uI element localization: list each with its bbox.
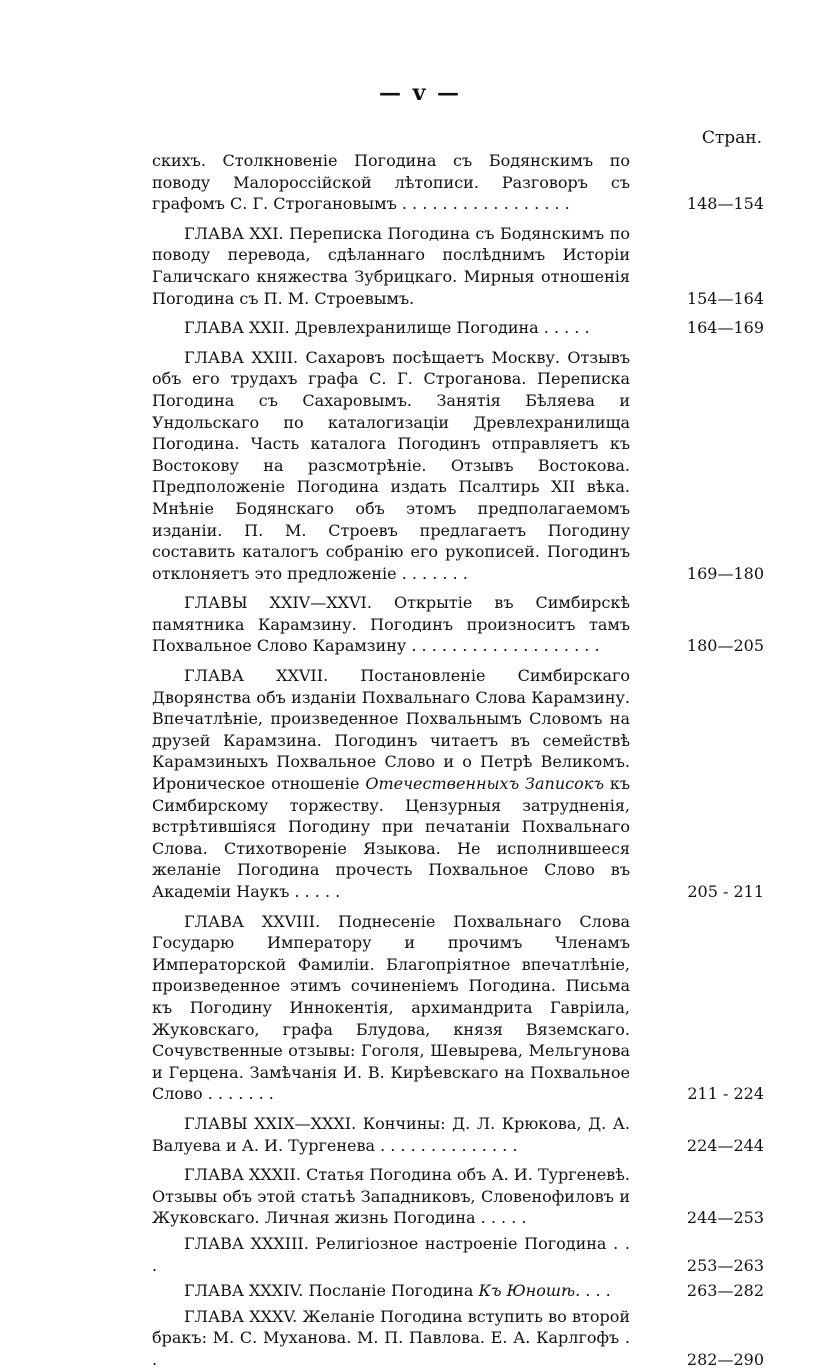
page-range: 224—244 <box>686 1135 764 1155</box>
italic-title: Отечественныхъ Записокъ <box>365 774 604 794</box>
chapter-heading: ГЛАВА XXXV. <box>184 1306 298 1326</box>
chapter-heading: ГЛАВЫ XXIV—XXVI. <box>184 593 372 613</box>
entry-text <box>152 592 630 657</box>
toc-entry <box>152 1164 764 1229</box>
italic-title: Къ Юношѣ <box>478 1281 576 1301</box>
chapter-heading: ГЛАВЫ XXIX—XXXI. <box>184 1113 357 1133</box>
page-range: 164—169 <box>686 318 764 338</box>
toc-entry <box>152 150 764 215</box>
entry-description: Кончины: Д. Л. Крюкова, Д. А. Валуева и А. И. Тургенева . . . . . . . . . . . . . . <box>152 1113 630 1155</box>
chapter-heading: ГЛАВА XXXIV. <box>184 1281 304 1301</box>
entry-description: Посланіе Погодина <box>308 1281 474 1301</box>
entry-text <box>152 347 630 585</box>
chapter-heading: ГЛАВА XXVII. <box>184 666 329 686</box>
entry-text <box>152 1113 630 1156</box>
table-of-contents <box>152 150 764 1370</box>
chapter-heading: ГЛАВА XXII. <box>184 318 290 338</box>
toc-entry <box>152 665 764 903</box>
entry-description: Древлехранилище Погодина . . . . . <box>294 318 590 338</box>
chapter-heading: ГЛАВА XXXII. <box>184 1165 301 1185</box>
toc-entry <box>152 223 764 309</box>
chapter-heading: ГЛАВА XXXIII. <box>184 1233 309 1253</box>
entry-description: Статья Погодина объ А. И. Тургеневѣ. Отзывы объ этой статьѣ Западниковъ, Словенофиловъ и Жуковскаго. Личная жизнь Погодина . . . . . <box>152 1165 631 1228</box>
page-range: 263—282 <box>686 1281 764 1301</box>
page-range: 205 - 211 <box>687 882 764 901</box>
page-header: — v — <box>378 80 462 106</box>
entry-text <box>152 911 630 1105</box>
page-range: 282—290 <box>686 1349 764 1369</box>
toc-entry <box>152 1280 764 1302</box>
entry-text <box>152 1280 630 1302</box>
page-range: 180—205 <box>686 636 764 656</box>
page-column-header: Стран. <box>701 128 762 148</box>
entry-description: . . . . <box>575 1281 611 1301</box>
entry-text <box>152 1233 630 1276</box>
entry-description: Переписка Погодина съ Бодянскимъ по поводу перевода, сдѣланнаго послѣднимъ Исторіи Галичскаго княжества Зубрицкаго. Мирныя отношенія Погодина съ П. М. Строевымъ. <box>152 223 630 308</box>
entry-text <box>152 1306 630 1370</box>
page-range: 253—263 <box>686 1255 764 1275</box>
entry-description: Постановленіе Симбирскаго Дворянства объ изданіи Похвальнаго Слова Карамзину. Впечатлѣніе, произведенное Похвальнымъ Словомъ на друзей Карамзина. Погодинъ читаетъ въ семействѣ Карамзиныхъ Похвальное Слово и о Петрѣ Великомъ. Ироническое отношеніе <box>152 666 630 794</box>
toc-entry <box>152 1306 764 1370</box>
toc-entry <box>152 1233 764 1276</box>
entry-description: къ Симбирскому торжеству. Цензурныя затрудненія, встрѣтившіяся Погодину при печатаніи Похвальнаго Слова. Стихотвореніе Языкова. Не исполнившееся желаніе Погодина прочесть Похвальное Слово въ Академіи Наукъ . . . . . <box>152 774 631 901</box>
entry-description: Открытіе въ Симбирскѣ памятника Карамзину. Погодинъ произноситъ тамъ Похвальное Слово Карамзину . . . . . . . . . . . . . . . . . . . <box>152 593 630 656</box>
entry-text <box>152 1164 630 1229</box>
entry-text <box>152 665 630 903</box>
page-range: 211 - 224 <box>687 1084 764 1104</box>
chapter-heading: ГЛАВА XXI. <box>184 223 284 243</box>
toc-entry <box>152 592 764 657</box>
page-range: 244—253 <box>686 1208 764 1228</box>
entry-description: Желаніе Погодина вступить во второй бракъ: М. С. Муханова. М. П. Павлова. Е. А. Карлгофъ . . <box>152 1306 631 1369</box>
toc-entry <box>152 317 764 339</box>
entry-text <box>152 317 630 339</box>
chapter-heading: ГЛАВА XXIII. <box>184 347 299 367</box>
toc-entry <box>152 1113 764 1156</box>
entry-description: Сахаровъ посѣщаетъ Москву. Отзывъ объ его трудахъ графа С. Г. Строганова. Переписка Погодина съ Сахаровымъ. Занятія Бѣляева и Ундольскаго по каталогизаціи Древлехранилища Погодина. Часть каталога Погодинъ отправляетъ къ Востокову на разсмотрѣніе. Отзывъ Востокова. Предположеніе Погодина издать Псалтирь XII вѣка. Мнѣніе Бодянскаго объ этомъ предполагаемомъ изданіи. П. М. Строевъ предлагаетъ Погодину составить каталогъ собранію его рукописей. Погодинъ отклоняетъ это предложеніе . . . . . . . <box>152 347 631 583</box>
page-range: 148—154 <box>686 194 764 214</box>
toc-entry <box>152 347 764 585</box>
entry-description: Поднесеніе Похвальнаго Слова Государю Императору и прочимъ Членамъ Императорской Фамиліи. Благопріятное впечатлѣніе, произведенное этимъ сочиненіемъ Погодина. Письма къ Погодину Иннокентія, архимандрита Гавріила, Жуковскаго, графа Блудова, князя Вяземскаго. Сочувственные отзывы: Гоголя, Шевырева, Мельгунова и Герцена. Замѣчанія И. В. Кирѣевскаго на Похвальное Слово . . . . . . . <box>152 911 630 1104</box>
page-range: 154—164 <box>686 288 764 308</box>
entry-description: Религіозное настроеніе Погодина . . . <box>152 1233 630 1275</box>
page-range: 169—180 <box>686 563 764 583</box>
entry-text: скихъ. Столкновеніе Погодина съ Бодянскимъ по поводу Малороссійской лѣтописи. Разговоръ съ графомъ С. Г. Строгановымъ . . . . . . . . . . . . . . . . . <box>152 151 630 214</box>
entry-text <box>152 223 630 309</box>
chapter-heading: ГЛАВА XXVIII. <box>184 911 321 931</box>
toc-entry <box>152 911 764 1105</box>
